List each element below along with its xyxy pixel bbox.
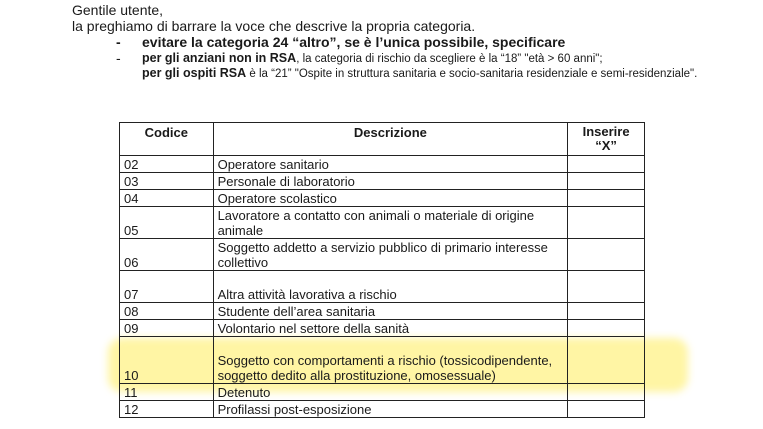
bullet-dash: -: [116, 50, 121, 66]
row-description: Soggetto con comportamenti a rischio (tossicodipendente, soggetto dedito alla prostituzione, omosessuale): [213, 337, 568, 384]
row-description: Soggetto addetto a servizio pubblico di primario interesse collettivo: [213, 239, 568, 271]
row-code: 06: [120, 239, 214, 271]
row-code: 10: [120, 337, 214, 384]
mark-cell[interactable]: [568, 156, 645, 173]
row-description: Operatore scolastico: [213, 190, 568, 207]
table-row: [120, 271, 645, 303]
row-description: Lavoratore a contatto con animali o materiale di origine animale: [213, 207, 568, 239]
row-description: Operatore sanitario: [213, 156, 568, 173]
row-code: 11: [120, 384, 214, 401]
mark-cell[interactable]: [568, 401, 645, 418]
bullet-text: è la “21” "Ospite in struttura sanitaria e socio-sanitaria residenziale e semi-residenziale".: [246, 68, 698, 80]
mark-cell[interactable]: [568, 190, 645, 207]
bullet-item: [90, 34, 752, 51]
table-row: [120, 303, 645, 320]
row-description: Studente dell’area sanitaria: [213, 303, 568, 320]
row-code: 12: [120, 401, 214, 418]
table-row: [120, 239, 645, 271]
bullet-dash: -: [116, 34, 121, 50]
table-row: [120, 401, 645, 418]
header-mark: Inserire “X”: [568, 123, 645, 156]
mark-cell[interactable]: [568, 337, 645, 384]
header-code: Codice: [120, 123, 214, 156]
table-row: [120, 190, 645, 207]
row-description: Volontario nel settore della sanità: [213, 320, 568, 337]
mark-cell[interactable]: [568, 271, 645, 303]
category-table: [119, 122, 645, 418]
row-code: 03: [120, 173, 214, 190]
bullet-strong: per gli ospiti RSA: [142, 66, 247, 80]
table-row: [120, 320, 645, 337]
table-row: [120, 337, 645, 384]
row-description: Profilassi post-esposizione: [213, 401, 568, 418]
intro-text: [72, 2, 752, 81]
row-code: 07: [120, 271, 214, 303]
row-code: 04: [120, 190, 214, 207]
bullet-strong: per gli anziani non in RSA: [142, 51, 297, 65]
table-row: [120, 207, 645, 239]
mark-cell[interactable]: [568, 173, 645, 190]
row-description: Personale di laboratorio: [213, 173, 568, 190]
table-row: [120, 384, 645, 401]
bullet-text: evitare la categoria 24 “altro”, se è l’unica possibile, specificare: [142, 34, 566, 50]
instruction: la preghiamo di barrare la voce che descrive la propria categoria.: [72, 18, 476, 34]
table-row: [120, 156, 645, 173]
greeting: Gentile utente,: [72, 2, 164, 18]
mark-cell[interactable]: [568, 207, 645, 239]
table-row: [120, 173, 645, 190]
row-code: 05: [120, 207, 214, 239]
table-header-row: [120, 123, 645, 156]
bullet-text: , la categoria di rischio da scegliere è la “18” "età > 60 anni";: [296, 53, 603, 65]
bullet-item: [90, 51, 752, 66]
mark-cell[interactable]: [568, 320, 645, 337]
mark-cell[interactable]: [568, 239, 645, 271]
row-code: 08: [120, 303, 214, 320]
row-code: 09: [120, 320, 214, 337]
row-description: Altra attività lavorativa a rischio: [213, 271, 568, 303]
row-code: 02: [120, 156, 214, 173]
mark-cell[interactable]: [568, 384, 645, 401]
bullet-continuation: [90, 66, 752, 81]
header-description: Descrizione: [213, 123, 568, 156]
mark-cell[interactable]: [568, 303, 645, 320]
row-description: Detenuto: [213, 384, 568, 401]
